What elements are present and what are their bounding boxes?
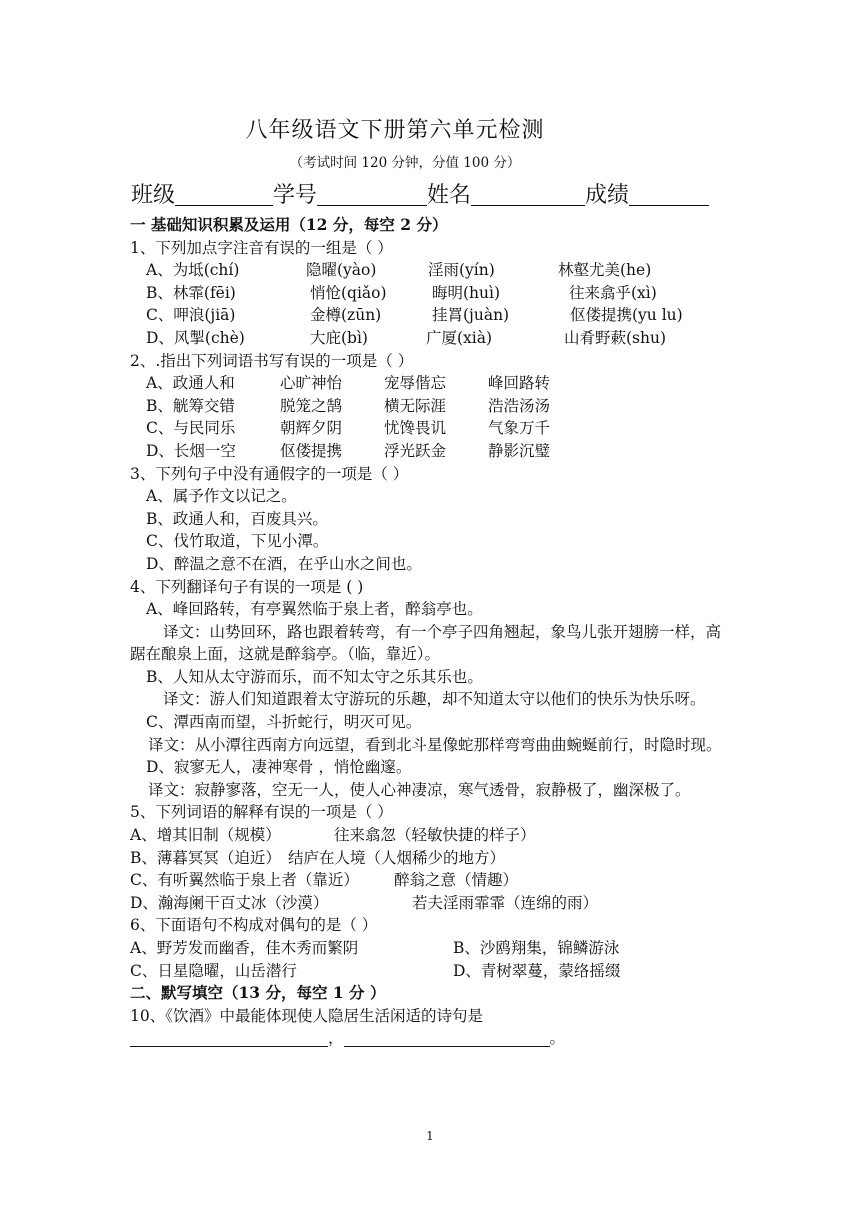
option-item: 广厦(xià) (426, 328, 493, 347)
page-number: 1 (426, 1129, 434, 1143)
option-item: 挂罥(juàn) (432, 306, 510, 325)
q5-stem: 5、下列词语的解释有误的一项是（ ） (130, 803, 393, 822)
option-item: 金樽(zūn) (310, 306, 382, 325)
q1-option-c (130, 304, 732, 327)
option-item: 心旷神怡 (280, 374, 343, 393)
option-item: 宠辱偕忘 (384, 374, 447, 393)
score-label: 成绩 (585, 183, 630, 208)
q4-option-c: C、潭西南而望，斗折蛇行，明灭可见。 (146, 713, 422, 732)
option-item: 结庐在人境（人烟稀少的地方） (288, 848, 506, 867)
option-item: B、觥筹交错 (146, 396, 235, 415)
option-item: 伛偻提携 (280, 441, 343, 460)
option-item: C、日星隐曜，山岳潜行 (130, 961, 297, 980)
option-item: D、青树翠蔓，蒙络摇缀 (453, 961, 621, 980)
option-item: A、增其旧制（规模） (130, 826, 281, 845)
q10-stem: 10、《饮酒》中最能体现使人隐居生活闲适的诗句是 (130, 1006, 483, 1025)
option-item: 朝辉夕阴 (280, 419, 343, 438)
option-item: 晦明(huì) (432, 283, 501, 302)
student-id-label: 学号 (273, 183, 318, 208)
answer-blank-2[interactable] (344, 1028, 550, 1047)
q6-option-ab (130, 937, 732, 960)
end-mark: 。 (549, 1029, 566, 1048)
q1-option-d (130, 327, 732, 350)
q4-option-b: B、人知从太守游而乐，而不知太守之乐其乐也。 (146, 667, 483, 686)
option-item: 浮光跃金 (384, 441, 447, 460)
option-item: 峰回路转 (488, 374, 551, 393)
q5-option-c (130, 869, 732, 892)
option-item: B、沙鸥翔集，锦鳞游泳 (453, 939, 620, 957)
option-item: 忧馋畏讥 (384, 419, 447, 438)
q1-option-a (130, 259, 732, 282)
separator: ， (328, 1029, 344, 1048)
name-blank[interactable] (471, 183, 585, 206)
option-item: B、薄暮冥冥（迫近） (130, 848, 281, 867)
exam-subtitle: （考试时间 120 分钟，分值 100 分） (289, 155, 521, 171)
page-title: 八年级语文下册第六单元检测 (245, 118, 545, 143)
option-item: 静影沉璧 (488, 441, 551, 460)
q10-answer-line (130, 1027, 732, 1050)
q2-stem: 2、.指出下列词语书写有误的一项是（ ） (130, 351, 414, 370)
option-item: A、野芳发而幽香，佳木秀而繁阴 (130, 939, 359, 957)
option-item: C、有听翼然临于泉上者（靠近） (130, 871, 359, 890)
option-item: 山肴野蔌(shu) (564, 328, 667, 347)
option-item: B、林霏(fēi) (146, 283, 236, 302)
name-label: 姓名 (427, 183, 472, 208)
class-blank[interactable] (175, 183, 273, 206)
q1-stem: 1、下列加点字注音有误的一组是（ ） (130, 238, 393, 257)
exam-body (130, 214, 732, 1050)
option-item: 淫雨(yín) (428, 261, 495, 280)
q3-option-c: C、伐竹取道，下见小潭。 (146, 532, 329, 551)
section-2-heading: 二、默写填空（13 分，每空 1 分 ） (130, 983, 386, 1003)
option-item: 往来翕忽（轻敏快捷的样子） (334, 826, 536, 845)
student-info-row (131, 178, 731, 212)
q4-stem: 4、下列翻译句子有误的一项是 ( ) (130, 577, 364, 596)
q4-option-a: A、峰回路转，有亭翼然临于泉上者，醉翁亭也。 (146, 600, 483, 619)
q2-option-d (130, 440, 732, 463)
q4-option-b-translation: 译文：游人们知道跟着太守游玩的乐趣，却不知道太守以他们的快乐为快乐呀。 (163, 690, 706, 709)
q4-option-a-translation: 译文：山势回环，路也跟着转弯，有一个亭子四角翘起，象鸟儿张开翅膀一样，高踞在酿泉上面，这就是醉翁亭。（临，靠近）。 (130, 622, 722, 664)
option-item: 浩浩汤汤 (488, 396, 551, 415)
option-item: C、呷浪(jiā) (146, 306, 236, 325)
option-item: C、与民同乐 (146, 419, 236, 438)
option-item: 醉翁之意（情趣） (394, 871, 519, 890)
q2-option-c (130, 417, 732, 440)
answer-blank-1[interactable] (130, 1028, 328, 1047)
q4-option-c-translation: 译文：从小潭往西南方向远望，看到北斗星像蛇那样弯弯曲曲蜿蜒前行，时隐时现。 (148, 735, 722, 754)
option-item: 大庇(bì) (310, 328, 368, 347)
option-item: D、瀚海阑干百丈冰（沙漠） (130, 893, 329, 912)
option-item: 脱笼之鹄 (280, 396, 343, 415)
q2-option-a (130, 372, 732, 395)
option-item: 悄怆(qiǎo) (310, 283, 387, 302)
q1-option-b (130, 282, 732, 305)
q4-option-d: D、寂寥无人，凄神寒骨 ，悄怆幽邃。 (146, 758, 412, 777)
q3-option-a: A、属予作文以记之。 (146, 487, 297, 506)
option-item: 气象万千 (488, 419, 551, 438)
option-item: 林壑尤美(he) (558, 261, 652, 280)
class-label: 班级 (131, 183, 176, 208)
option-item: 隐曜(yào) (306, 261, 377, 280)
q2-option-b (130, 395, 732, 418)
option-item: 横无际涯 (384, 396, 447, 415)
q4-option-d-translation: 译文：寂静寥落，空无一人，使人心神凄凉，寒气透骨，寂静极了，幽深极了。 (148, 780, 691, 799)
q3-option-d: D、醉温之意不在酒，在乎山水之间也。 (146, 554, 422, 573)
section-1-heading: 一 基础知识积累及运用（12 分，每空 2 分） (130, 215, 448, 234)
q5-option-a (130, 824, 732, 847)
q5-option-b (130, 847, 732, 870)
score-blank[interactable] (629, 183, 709, 206)
q6-stem: 6、下面语句不构成对偶句的是（ ） (130, 916, 378, 935)
option-item: 往来翕乎(xì) (569, 283, 657, 302)
q6-option-cd (130, 960, 732, 983)
q5-option-d (130, 892, 732, 915)
student-id-blank[interactable] (317, 183, 427, 206)
option-item: A、政通人和 (146, 374, 235, 393)
option-item: A、为坻(chí) (146, 261, 240, 280)
option-item: D、风掣(chè) (146, 328, 245, 347)
q3-option-b: B、政通人和，百废具兴。 (146, 509, 328, 528)
q3-stem: 3、下列句子中没有通假字的一项是（ ） (130, 464, 409, 483)
option-item: 伛偻提携(yu lu) (570, 306, 683, 325)
option-item: D、长烟一空 (146, 441, 236, 460)
option-item: 若夫淫雨霏霏（连绵的雨） (412, 893, 599, 912)
